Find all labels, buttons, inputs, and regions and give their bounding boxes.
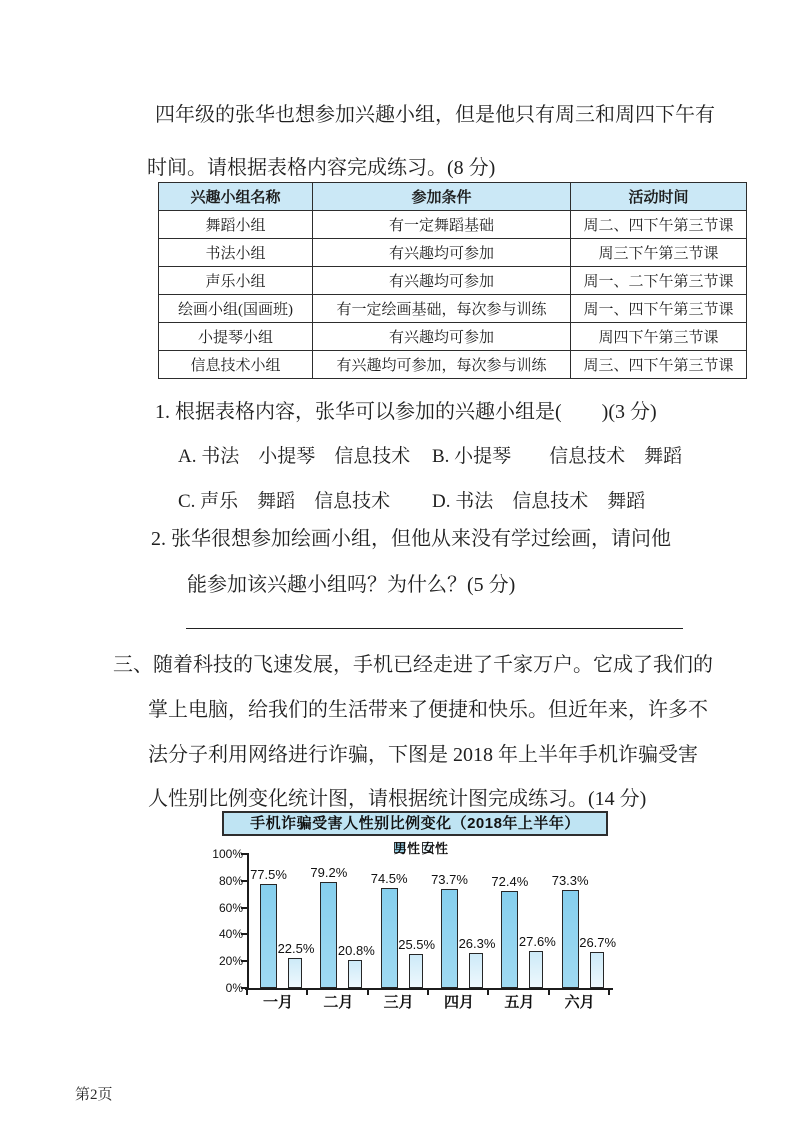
y-axis-label: 80%: [218, 873, 243, 888]
y-axis-label: 0%: [225, 981, 243, 995]
section-3-line: 掌上电脑，给我们的生活带来了便捷和快乐。但近年来，许多不: [148, 699, 708, 721]
question-1: 1. 根据表格内容，张华可以参加的兴趣小组是( )(3 分): [155, 401, 657, 423]
table-cell: 有兴趣均可参加，每次参与训练: [313, 351, 571, 379]
table-row: [159, 295, 747, 323]
section-3-line: 法分子利用网络进行诈骗，下图是 2018 年上半年手机诈骗受害: [148, 744, 698, 766]
chart-title: 手机诈骗受害人性别比例变化（2018年上半年）: [222, 811, 608, 836]
table-cell: 有一定绘画基础，每次参与训练: [313, 295, 571, 323]
table-header-cell: 兴趣小组名称: [159, 183, 313, 211]
legend-male-label: 男性: [394, 840, 421, 856]
table-cell: 有兴趣均可参加: [313, 323, 571, 351]
table-cell: 周四下午第三节课: [571, 323, 747, 351]
bar-male: [441, 889, 458, 988]
option-c: C. 声乐 舞蹈 信息技术: [178, 491, 391, 512]
bar-female: [348, 960, 362, 988]
chart-legend: [222, 839, 608, 855]
table-row: [159, 267, 747, 295]
bar-value-label: 77.5%: [250, 867, 287, 883]
bar-value-label: 74.5%: [370, 871, 408, 887]
option-a: A. 书法 小提琴 信息技术: [178, 446, 411, 467]
table-cell: 有兴趣均可参加: [313, 267, 571, 295]
bar-value-label: 73.7%: [431, 872, 468, 888]
option-d: D. 书法 信息技术 舞蹈: [432, 491, 646, 512]
bar-value-label: 72.4%: [491, 873, 529, 889]
y-axis-label: 40%: [218, 927, 243, 942]
bar-female: [288, 958, 302, 988]
option-b: B. 小提琴 信息技术 舞蹈: [432, 446, 683, 467]
bar-value-label: 79.2%: [310, 864, 348, 880]
interest-groups-table: [158, 182, 747, 379]
bar-male: [260, 884, 277, 988]
y-axis: [247, 853, 249, 990]
bar-value-label: 20.8%: [337, 943, 375, 959]
table-row: [159, 351, 747, 379]
table-cell: 有兴趣均可参加: [313, 239, 571, 267]
bar-female: [590, 952, 604, 988]
bar-female: [529, 951, 543, 988]
table-header-row: [159, 183, 747, 211]
x-axis-label: 五月: [504, 994, 535, 1011]
table-header-cell: 参加条件: [313, 183, 571, 211]
y-axis-label: 60%: [218, 900, 243, 915]
legend-item-female: [422, 839, 449, 856]
x-axis-label: 四月: [443, 994, 474, 1011]
y-axis-label: 20%: [218, 954, 243, 969]
table-cell: 声乐小组: [159, 267, 313, 295]
bar-male: [501, 891, 518, 988]
bar-value-label: 26.7%: [579, 935, 617, 951]
bar-value-label: 22.5%: [277, 940, 315, 956]
x-axis-label: 一月: [262, 994, 293, 1011]
legend-item-male: [394, 839, 421, 856]
table-header-cell: 活动时间: [571, 183, 747, 211]
table-cell: 绘画小组(国画班): [159, 295, 313, 323]
section-3-line: 三、随着科技的飞速发展，手机已经走进了千家万户。它成了我们的: [113, 654, 713, 676]
bar-value-label: 73.3%: [551, 872, 589, 888]
bar-value-label: 27.6%: [518, 934, 556, 950]
answer-blank-line: [186, 628, 683, 629]
bar-value-label: 25.5%: [398, 936, 436, 952]
x-axis: [245, 988, 613, 990]
bar-male: [320, 882, 337, 988]
bar-value-label: 26.3%: [458, 935, 496, 951]
table-cell: 舞蹈小组: [159, 211, 313, 239]
fraud-victims-bar-chart: [212, 808, 665, 1020]
intro-line: 四年级的张华也想参加兴趣小组，但是他只有周三和周四下午有: [155, 104, 715, 126]
table-cell: 周一、二下午第三节课: [571, 267, 747, 295]
table-cell: 信息技术小组: [159, 351, 313, 379]
table-cell: 周二、四下午第三节课: [571, 211, 747, 239]
table-row: [159, 323, 747, 351]
table-cell: 周三下午第三节课: [571, 239, 747, 267]
page-number: 第2页: [75, 1087, 113, 1103]
question-2-line: 能参加该兴趣小组吗？为什么？(5 分): [187, 574, 516, 596]
table-cell: 小提琴小组: [159, 323, 313, 351]
table-row: [159, 211, 747, 239]
bar-male: [381, 888, 398, 988]
x-axis-label: 六月: [564, 994, 595, 1011]
table-cell: 有一定舞蹈基础: [313, 211, 571, 239]
table-cell: 周三、四下午第三节课: [571, 351, 747, 379]
table-cell: 周一、四下午第三节课: [571, 295, 747, 323]
section-3-line: 人性别比例变化统计图，请根据统计图完成练习。(14 分): [148, 788, 647, 810]
table-row: [159, 239, 747, 267]
bar-female: [409, 954, 423, 988]
bar-male: [562, 890, 579, 988]
y-axis-label: 100%: [212, 847, 243, 861]
bar-female: [469, 953, 483, 988]
table-cell: 书法小组: [159, 239, 313, 267]
question-2-line: 2. 张华很想参加绘画小组，但他从来没有学过绘画，请问他: [151, 528, 671, 550]
x-axis-label: 三月: [383, 994, 414, 1011]
x-axis-label: 二月: [323, 994, 354, 1011]
legend-female-label: 女性: [422, 840, 449, 856]
intro-line: 时间。请根据表格内容完成练习。(8 分): [147, 157, 496, 179]
